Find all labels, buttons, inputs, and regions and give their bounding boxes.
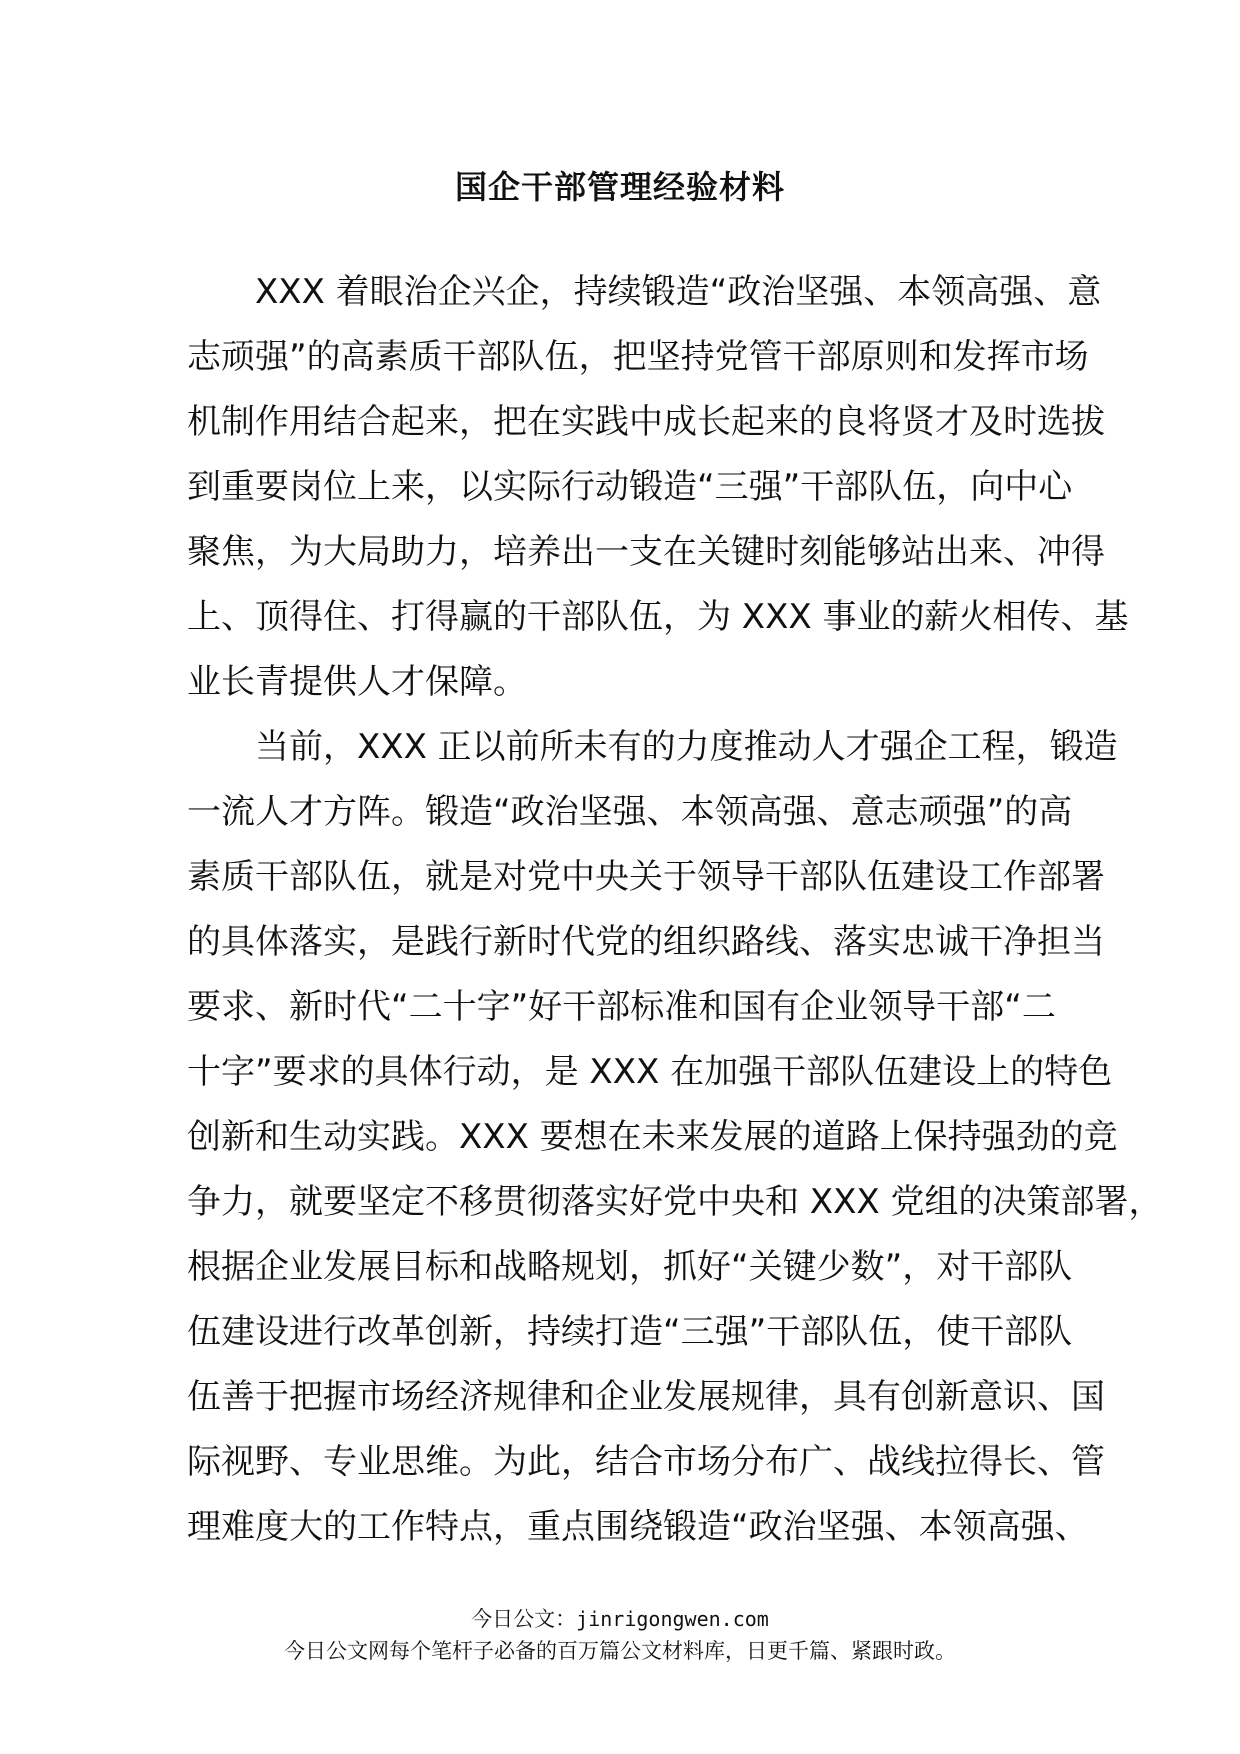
footer-site (0, 1604, 1240, 1634)
paragraph-line: 上、顶得住、打得赢的干部队伍，为 XXX 事业的薪火相传、基 (187, 597, 1129, 637)
paragraph-line: 争力，就要坚定不移贯彻落实好党中央和 XXX 党组的决策部署， (187, 1182, 1163, 1222)
paragraph (187, 715, 1163, 1560)
paragraph-line: 根据企业发展目标和战略规划，抓好“关键少数”，对干部队 (187, 1247, 1073, 1287)
paragraph-line: 伍建设进行改革创新，持续打造“三强”干部队伍，使干部队 (187, 1312, 1073, 1352)
paragraph-line: 素质干部队伍，就是对党中央关于领导干部队伍建设工作部署 (187, 857, 1105, 897)
paragraph-line: 到重要岗位上来，以实际行动锻造“三强”干部队伍，向中心 (187, 467, 1073, 507)
paragraph (187, 260, 1129, 715)
footer-site-label: 今日公文： (471, 1607, 577, 1631)
paragraph-line: 际视野、专业思维。为此，结合市场分布广、战线拉得长、管 (187, 1442, 1105, 1482)
paragraph-line: 要求、新时代“二十字”好干部标准和国有企业领导干部“二 (187, 987, 1056, 1027)
document-title: 国企干部管理经验材料 (454, 168, 785, 206)
paragraph-line: 的具体落实，是践行新时代党的组织路线、落实忠诚干净担当 (187, 922, 1105, 962)
footer-slogan: 今日公文网每个笔杆子必备的百万篇公文材料库，日更千篇、紧跟时政。 (284, 1639, 956, 1663)
footer-site-link[interactable]: jinrigongwen.com (576, 1607, 769, 1631)
paragraph-line: 聚焦，为大局助力，培养出一支在关键时刻能够站出来、冲得 (187, 532, 1105, 572)
paragraph-line: 机制作用结合起来，把在实践中成长起来的良将贤才及时选拔 (187, 402, 1105, 442)
paragraph-line: 业长青提供人才保障。 (187, 662, 527, 702)
paragraph-line: 志顽强”的高素质干部队伍，把坚持党管干部原则和发挥市场 (187, 337, 1089, 377)
paragraph-line: 理难度大的工作特点，重点围绕锻造“政治坚强、本领高强、 (187, 1507, 1089, 1547)
paragraph-line: XXX 着眼治企兴企，持续锻造“政治坚强、本领高强、意 (255, 272, 1102, 312)
paragraph-line: 当前，XXX 正以前所未有的力度推动人才强企工程，锻造 (255, 727, 1118, 767)
paragraph-line: 伍善于把握市场经济规律和企业发展规律，具有创新意识、国 (187, 1377, 1105, 1417)
paragraph-line: 十字”要求的具体行动，是 XXX 在加强干部队伍建设上的特色 (187, 1052, 1113, 1092)
paragraph-line: 一流人才方阵。锻造“政治坚强、本领高强、意志顽强”的高 (187, 792, 1073, 832)
document-body (187, 260, 1163, 1560)
paragraph-line: 创新和生动实践。XXX 要想在未来发展的道路上保持强劲的竞 (187, 1117, 1118, 1157)
